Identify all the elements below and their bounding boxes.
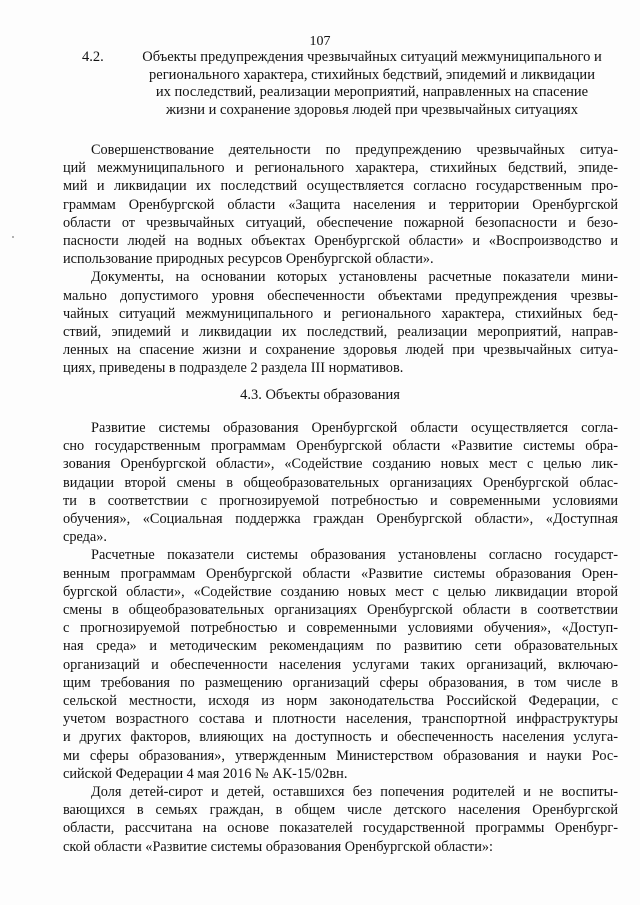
text-line: щим требования по размещению организаций сферы образования, в том числе в [63,674,618,691]
text-line: ная среда» и методическим рекомендациям по развитию сети образовательных [63,638,618,655]
section-4-3-heading: 4.3. Объекты образования [240,387,400,403]
scan-mark [12,236,14,238]
text-line: области, рассчитана на основе показателей государственной программы Оренбург- [63,820,618,837]
text-line: пасности людей на водных объектах Оренбургской области» и «Воспроизводство и [63,233,618,250]
text-line: обучения», «Социальная поддержка граждан Оренбургской области», «Доступная [63,511,618,528]
section-title-line: регионального характера, стихийных бедствий, эпидемий и ликвидации [149,66,595,83]
text-line: Документы, на основании которых установлены расчетные показатели мини- [91,269,618,286]
text-line: вающихся в семьях граждан, в общем числе детского населения Оренбургской [63,802,618,819]
text-line: среда». [63,529,107,546]
text-line: ствий, эпидемий и ликвидации их последствий, реализации мероприятий, направ- [63,324,618,341]
text-line: использование природных ресурсов Оренбургской области». [63,251,434,268]
text-line: зования Оренбургской области», «Содействие созданию новых мест с целью лик- [63,456,618,473]
text-line: Совершенствование деятельности по предупреждению чрезвычайных ситуа- [91,142,618,158]
page-number: 107 [309,34,331,49]
text-line: мально допустимого уровня обеспеченности объектами предупреждения чрезвы- [63,287,618,304]
paragraph [63,268,618,377]
text-line: граммам Оренбургской области «Защита населения и территории Оренбургской [63,196,618,213]
section-title-line: их последствий, реализации мероприятий, направленных на спасение [155,84,589,100]
text-line: сельской местности, исходя из норм законодательства Российской Федерации, с [63,693,618,710]
section-title-line: жизни и сохранение здоровья людей при чрезвычайных ситуациях [166,101,578,118]
text-line: с прогнозируемой потребностью и современными условиями обучения», «Доступ- [63,620,618,637]
text-line: видации второй смены в общеобразовательных организациях Оренбургской облас- [63,474,618,491]
text-line: Расчетные показатели системы образования установлены согласно государст- [91,547,618,564]
text-line: ти в соответствии с прогнозируемой потребностью и современными условиями [63,492,618,509]
text-line: ций межмуниципального и регионального характера, стихийных бедствий, эпиде- [63,160,618,177]
text-line: учетом возрастного состава и плотности населения, транспортной инфраструктуры [63,711,618,728]
text-line: ской области «Развитие системы образования Оренбургской области»: [63,838,493,855]
text-line: области от чрезвычайных ситуаций, обеспечение пожарной безопасности и безо- [63,214,618,231]
text-line: ленных на спасение жизни и сохранение здоровья людей при чрезвычайных ситуа- [63,342,618,359]
text-line: смены в общеобразовательных организациях Оренбургской области в соответствии [63,602,618,619]
section-4-2-body [63,141,618,378]
text-line: сно государственным программам Оренбургской области «Развитие системы обра- [63,438,618,455]
section-4-3-body [63,419,618,856]
section-number: 4.2. [82,49,104,65]
section-4-2-heading [82,49,622,119]
text-line: ми сферы образования», утвержденным Министерством образования и науки Рос- [63,747,618,764]
text-line: организаций и обеспеченности населения услугами таких организаций, включаю- [63,656,618,673]
text-line: мий и ликвидации их последствий осуществляется согласно государственным про- [63,178,618,195]
text-line: и других факторов, влияющих на доступность и обеспеченность населения услуга- [63,729,618,746]
paragraph [63,546,618,783]
paragraph [63,141,618,268]
section-title-text [122,49,622,119]
paragraph [63,419,618,546]
text-line: сийской Федерации 4 мая 2016 № АК-15/02вн. [63,765,348,782]
text-line: венным программам Оренбургской области «Развитие системы образования Орен- [63,565,618,582]
text-line: Развитие системы образования Оренбургской области осуществляется согла- [91,420,618,436]
text-line: чайных ситуаций межмуниципального и регионального характера, стихийных бед- [63,305,618,322]
text-line: Доля детей-сирот и детей, оставшихся без попечения родителей и не воспиты- [91,784,618,801]
section-title-line: Объекты предупреждения чрезвычайных ситуаций межмуниципального и [142,49,602,65]
text-line: циях, приведены в подразделе 2 раздела III нормативов. [63,360,404,377]
text-line: бургской области», «Содействие созданию новых мест с целью ликвидации второй [63,583,618,600]
paragraph [63,783,618,856]
